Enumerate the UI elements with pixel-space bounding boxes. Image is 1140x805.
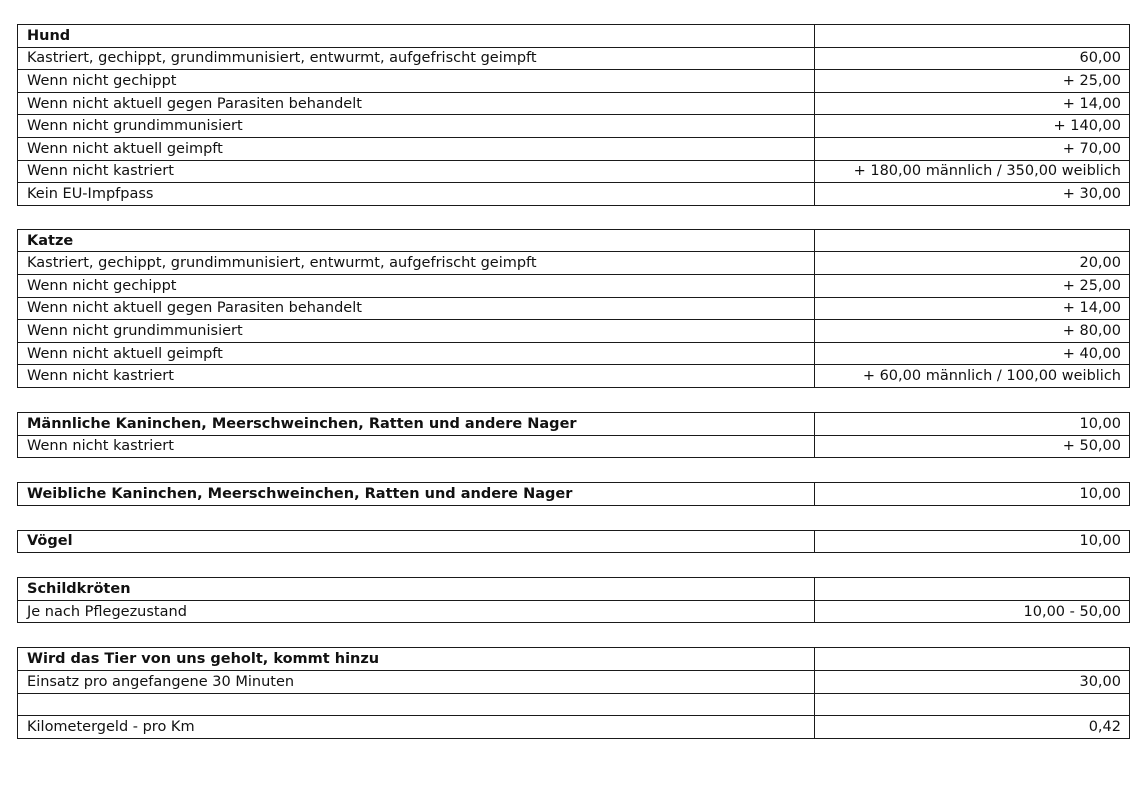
- row-label: Wenn nicht gechippt: [18, 70, 815, 93]
- table-header-row: [18, 229, 1130, 252]
- table-header-row: [18, 648, 1130, 671]
- row-price: 0,42: [815, 716, 1130, 739]
- row-label: Wenn nicht gechippt: [18, 274, 815, 297]
- table-row: [18, 70, 1130, 93]
- section-title-price: 10,00: [815, 483, 1130, 506]
- table-row: [18, 716, 1130, 739]
- section-spacer: [17, 206, 1130, 229]
- table-schildkroeten: [17, 577, 1130, 623]
- row-price: + 180,00 männlich / 350,00 weiblich: [815, 160, 1130, 183]
- section-title-nager-weiblich: Weibliche Kaninchen, Meerschweinchen, Ratten und andere Nager: [18, 483, 815, 506]
- table-hund: [17, 24, 1130, 206]
- table-abholung: [17, 647, 1130, 738]
- table-row: [18, 92, 1130, 115]
- section-title-voegel: Vögel: [18, 530, 815, 553]
- table-voegel: [17, 530, 1130, 554]
- row-price: + 25,00: [815, 274, 1130, 297]
- row-price: + 50,00: [815, 435, 1130, 458]
- section-title-price: [815, 229, 1130, 252]
- row-label: Wenn nicht aktuell gegen Parasiten behandelt: [18, 92, 815, 115]
- row-price: 30,00: [815, 671, 1130, 694]
- row-price: [815, 693, 1130, 716]
- row-label: Wenn nicht kastriert: [18, 365, 815, 388]
- table-nager-maennlich: [17, 412, 1130, 458]
- row-price: + 14,00: [815, 92, 1130, 115]
- section-spacer: [17, 458, 1130, 482]
- section-title-price: [815, 648, 1130, 671]
- section-spacer: [17, 506, 1130, 530]
- table-row: [18, 365, 1130, 388]
- fee-tables: [17, 24, 1130, 739]
- section-title-price: 10,00: [815, 412, 1130, 435]
- row-label: [18, 693, 815, 716]
- row-label: Je nach Pflegezustand: [18, 600, 815, 623]
- row-label: Wenn nicht aktuell geimpft: [18, 137, 815, 160]
- table-row: [18, 252, 1130, 275]
- table-row: [18, 137, 1130, 160]
- table-row: [18, 693, 1130, 716]
- section-title-nager-maennlich: Männliche Kaninchen, Meerschweinchen, Ratten und andere Nager: [18, 412, 815, 435]
- table-header-row: [18, 578, 1130, 601]
- table-row: [18, 183, 1130, 206]
- table-header-row: [18, 412, 1130, 435]
- section-spacer: [17, 388, 1130, 412]
- row-price: + 30,00: [815, 183, 1130, 206]
- section-spacer: [17, 553, 1130, 577]
- table-row: [18, 435, 1130, 458]
- row-price: 60,00: [815, 47, 1130, 70]
- table-row: [18, 47, 1130, 70]
- table-nager-weiblich: [17, 482, 1130, 506]
- row-label: Kilometergeld - pro Km: [18, 716, 815, 739]
- table-row: [18, 600, 1130, 623]
- section-title-price: [815, 25, 1130, 48]
- row-price: + 14,00: [815, 297, 1130, 320]
- row-label: Kastriert, gechippt, grundimmunisiert, entwurmt, aufgefrischt geimpft: [18, 252, 815, 275]
- row-price: + 70,00: [815, 137, 1130, 160]
- row-label: Wenn nicht grundimmunisiert: [18, 115, 815, 138]
- table-row: [18, 320, 1130, 343]
- row-price: + 40,00: [815, 342, 1130, 365]
- table-header-row: [18, 483, 1130, 506]
- table-row: [18, 274, 1130, 297]
- table-katze: [17, 229, 1130, 388]
- row-label: Wenn nicht aktuell gegen Parasiten behandelt: [18, 297, 815, 320]
- section-title-price: 10,00: [815, 530, 1130, 553]
- table-row: [18, 671, 1130, 694]
- row-label: Kastriert, gechippt, grundimmunisiert, entwurmt, aufgefrischt geimpft: [18, 47, 815, 70]
- row-price: 10,00 - 50,00: [815, 600, 1130, 623]
- row-label: Wenn nicht aktuell geimpft: [18, 342, 815, 365]
- table-row: [18, 297, 1130, 320]
- row-label: Kein EU-Impfpass: [18, 183, 815, 206]
- row-label: Wenn nicht kastriert: [18, 435, 815, 458]
- table-header-row: [18, 25, 1130, 48]
- section-title-abholung: Wird das Tier von uns geholt, kommt hinzu: [18, 648, 815, 671]
- section-spacer: [17, 623, 1130, 647]
- row-price: + 80,00: [815, 320, 1130, 343]
- row-label: Einsatz pro angefangene 30 Minuten: [18, 671, 815, 694]
- row-price: + 140,00: [815, 115, 1130, 138]
- row-price: + 60,00 männlich / 100,00 weiblich: [815, 365, 1130, 388]
- table-row: [18, 342, 1130, 365]
- table-row: [18, 160, 1130, 183]
- section-title-price: [815, 578, 1130, 601]
- section-title-katze: Katze: [18, 229, 815, 252]
- table-row: [18, 115, 1130, 138]
- section-title-hund: Hund: [18, 25, 815, 48]
- row-label: Wenn nicht grundimmunisiert: [18, 320, 815, 343]
- section-title-schildkroeten: Schildkröten: [18, 578, 815, 601]
- row-label: Wenn nicht kastriert: [18, 160, 815, 183]
- row-price: + 25,00: [815, 70, 1130, 93]
- table-header-row: [18, 530, 1130, 553]
- row-price: 20,00: [815, 252, 1130, 275]
